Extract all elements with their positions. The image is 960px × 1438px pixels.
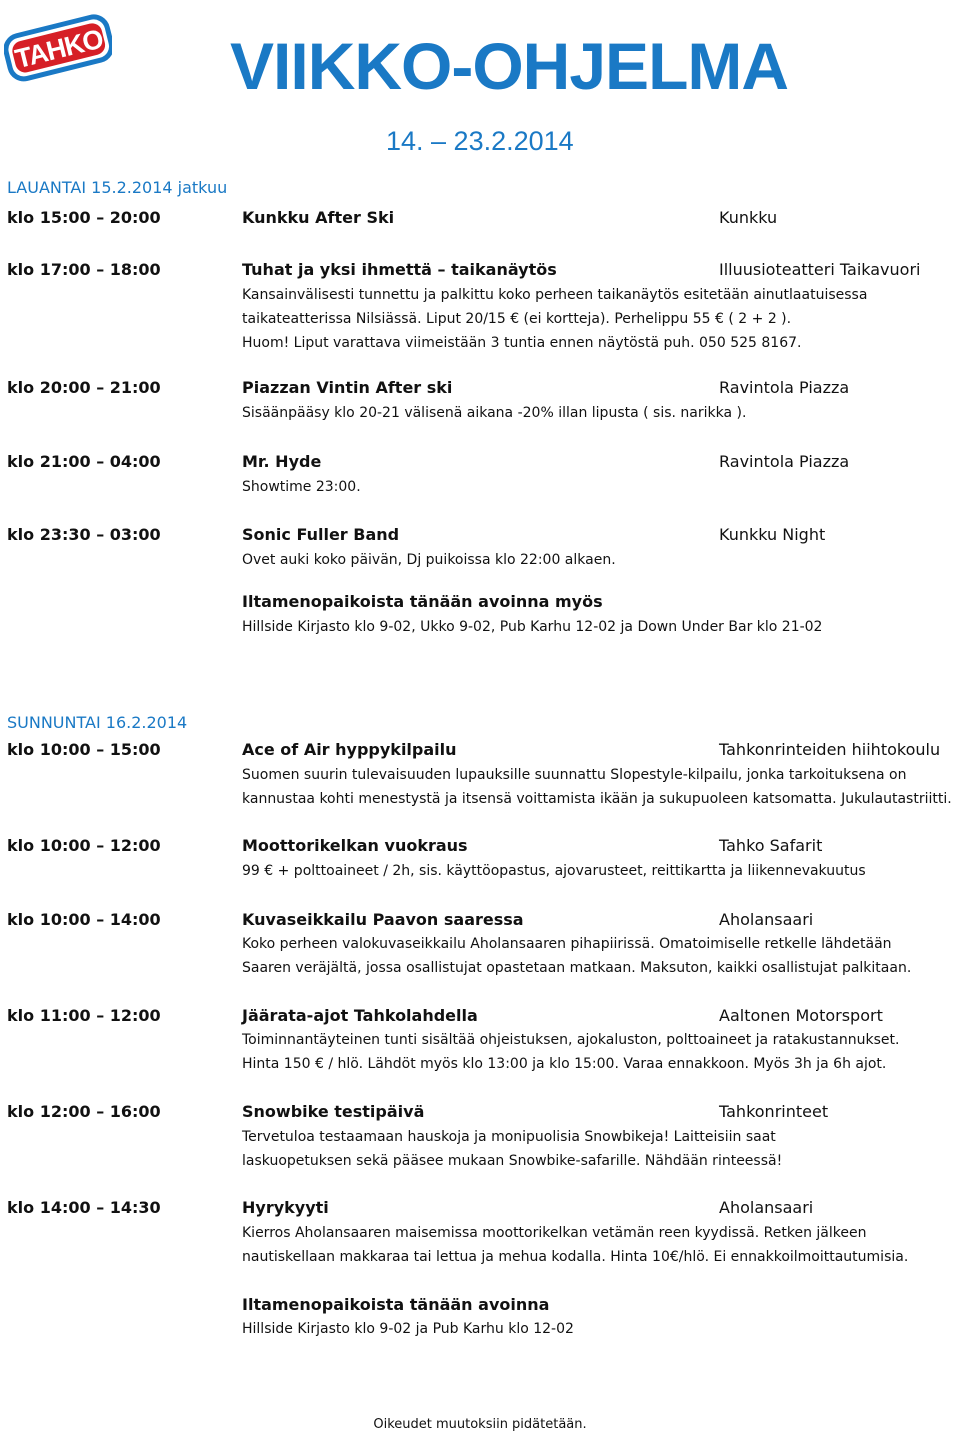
event-desc: Ovet auki koko päivän, Dj puikoissa klo 22:00 alkaen. [242,552,616,568]
event-time: klo 23:30 – 03:00 [7,525,161,544]
event-title: Kuvaseikkailu Paavon saaressa [242,910,524,929]
event-title: Moottorikelkan vuokraus [242,836,468,855]
event-title: Sonic Fuller Band [242,525,400,544]
event-desc: Kierros Aholansaaren maisemissa moottorikelkan vetämän reen kyydissä. Retken jälkeen [242,1225,867,1241]
event-venue: Tahko Safarit [719,836,823,855]
event-time: klo 10:00 – 15:00 [7,740,161,759]
open-venues-title: Iltamenopaikoista tänään avoinna [242,1295,550,1314]
event-time: klo 14:00 – 14:30 [7,1198,161,1217]
event-desc: Sisäänpääsy klo 20-21 välisenä aikana -20% illan lipusta ( sis. narikka ). [242,405,747,421]
event-venue: Aholansaari [719,910,814,929]
event-title: Kunkku After Ski [242,208,395,227]
event-desc: Suomen suurin tulevaisuuden lupauksille suunnattu Slopestyle-kilpailu, jonka tarkoituksena on [242,767,907,783]
day-heading: LAUANTAI 15.2.2014 jatkuu [7,178,228,197]
event-time: klo 10:00 – 12:00 [7,836,161,855]
event-desc: kannustaa kohti menestystä ja itsensä voittamista ikään ja sukupuoleen katsomatta. Jukulautastriitti. [242,791,952,807]
event-desc: Koko perheen valokuvaseikkailu Aholansaaren pihapiirissä. Omatoimiselle retkelle lähdetään [242,936,892,952]
event-time: klo 11:00 – 12:00 [7,1006,161,1025]
event-venue: Kunkku Night [719,525,826,544]
open-venues-text: Hillside Kirjasto klo 9-02, Ukko 9-02, Pub Karhu 12-02 ja Down Under Bar klo 21-02 [242,619,823,635]
event-title: Tuhat ja yksi ihmettä – taikanäytös [242,260,557,279]
page-title: VIIKKO-OHJELMA [230,29,789,103]
open-venues-title: Iltamenopaikoista tänään avoinna myös [242,592,603,611]
event-desc: Saaren veräjältä, jossa osallistujat opastetaan matkaan. Maksuton, kaikki osallistujat palkitaan. [242,960,912,976]
event-time: klo 21:00 – 04:00 [7,452,161,471]
event-time: klo 15:00 – 20:00 [7,208,161,227]
event-desc: Kansainvälisesti tunnettu ja palkittu koko perheen taikanäytös esitetään ainutlaatuisessa [242,287,868,303]
event-title: Hyrykyyti [242,1198,329,1217]
event-desc: Tervetuloa testaamaan hauskoja ja monipuolisia Snowbikeja! Laitteisiin saat [242,1129,776,1145]
tahko-logo [4,4,112,86]
event-venue: Ravintola Piazza [719,378,850,397]
event-title: Piazzan Vintin After ski [242,378,453,397]
event-venue: Tahkonrinteiden hiihtokoulu [719,740,941,759]
event-venue: Kunkku [719,208,778,227]
event-time: klo 10:00 – 14:00 [7,910,161,929]
event-time: klo 20:00 – 21:00 [7,378,161,397]
event-venue: Ravintola Piazza [719,452,850,471]
event-time: klo 17:00 – 18:00 [7,260,161,279]
event-desc: laskuopetuksen sekä pääsee mukaan Snowbike-safarille. Nähdään rinteessä! [242,1153,783,1169]
event-venue: Tahkonrinteet [719,1102,829,1121]
event-desc: Huom! Liput varattava viimeistään 3 tuntia ennen näytöstä puh. 050 525 8167. [242,335,802,351]
event-venue: Illuusioteatteri Taikavuori [719,260,921,279]
day-heading: SUNNUNTAI 16.2.2014 [7,713,188,732]
event-desc: Toiminnantäyteinen tunti sisältää ohjeistuksen, ajokaluston, polttoaineet ja ratakustannukset. [242,1032,900,1048]
event-desc: taikateatterissa Nilsiässä. Liput 20/15 € (ei kortteja). Perhelippu 55 € ( 2 + 2 ). [242,311,792,327]
event-venue: Aholansaari [719,1198,814,1217]
event-desc: Showtime 23:00. [242,479,361,495]
open-venues-text: Hillside Kirjasto klo 9-02 ja Pub Karhu klo 12-02 [242,1321,574,1337]
event-desc: Hinta 150 € / hlö. Lähdöt myös klo 13:00 ja klo 15:00. Varaa ennakkoon. Myös 3h ja 6h ajot. [242,1056,887,1072]
event-desc: 99 € + polttoaineet / 2h, sis. käyttöopastus, ajovarusteet, reittikartta ja liikennevakuutus [242,863,866,879]
event-title: Jäärata-ajot Tahkolahdella [242,1006,478,1025]
event-title: Mr. Hyde [242,452,322,471]
svg-text:TAHKO: TAHKO [12,23,106,75]
date-range: 14. – 23.2.2014 [386,126,574,156]
event-title: Snowbike testipäivä [242,1102,425,1121]
footer-disclaimer: Oikeudet muutoksiin pidätetään. [373,1417,587,1432]
event-desc: nautiskellaan makkaraa tai lettua ja mehua kodalla. Hinta 10€/hlö. Ei ennakkoilmoittautumisia. [242,1249,909,1265]
event-time: klo 12:00 – 16:00 [7,1102,161,1121]
event-title: Ace of Air hyppykilpailu [242,740,457,759]
event-venue: Aaltonen Motorsport [719,1006,883,1025]
